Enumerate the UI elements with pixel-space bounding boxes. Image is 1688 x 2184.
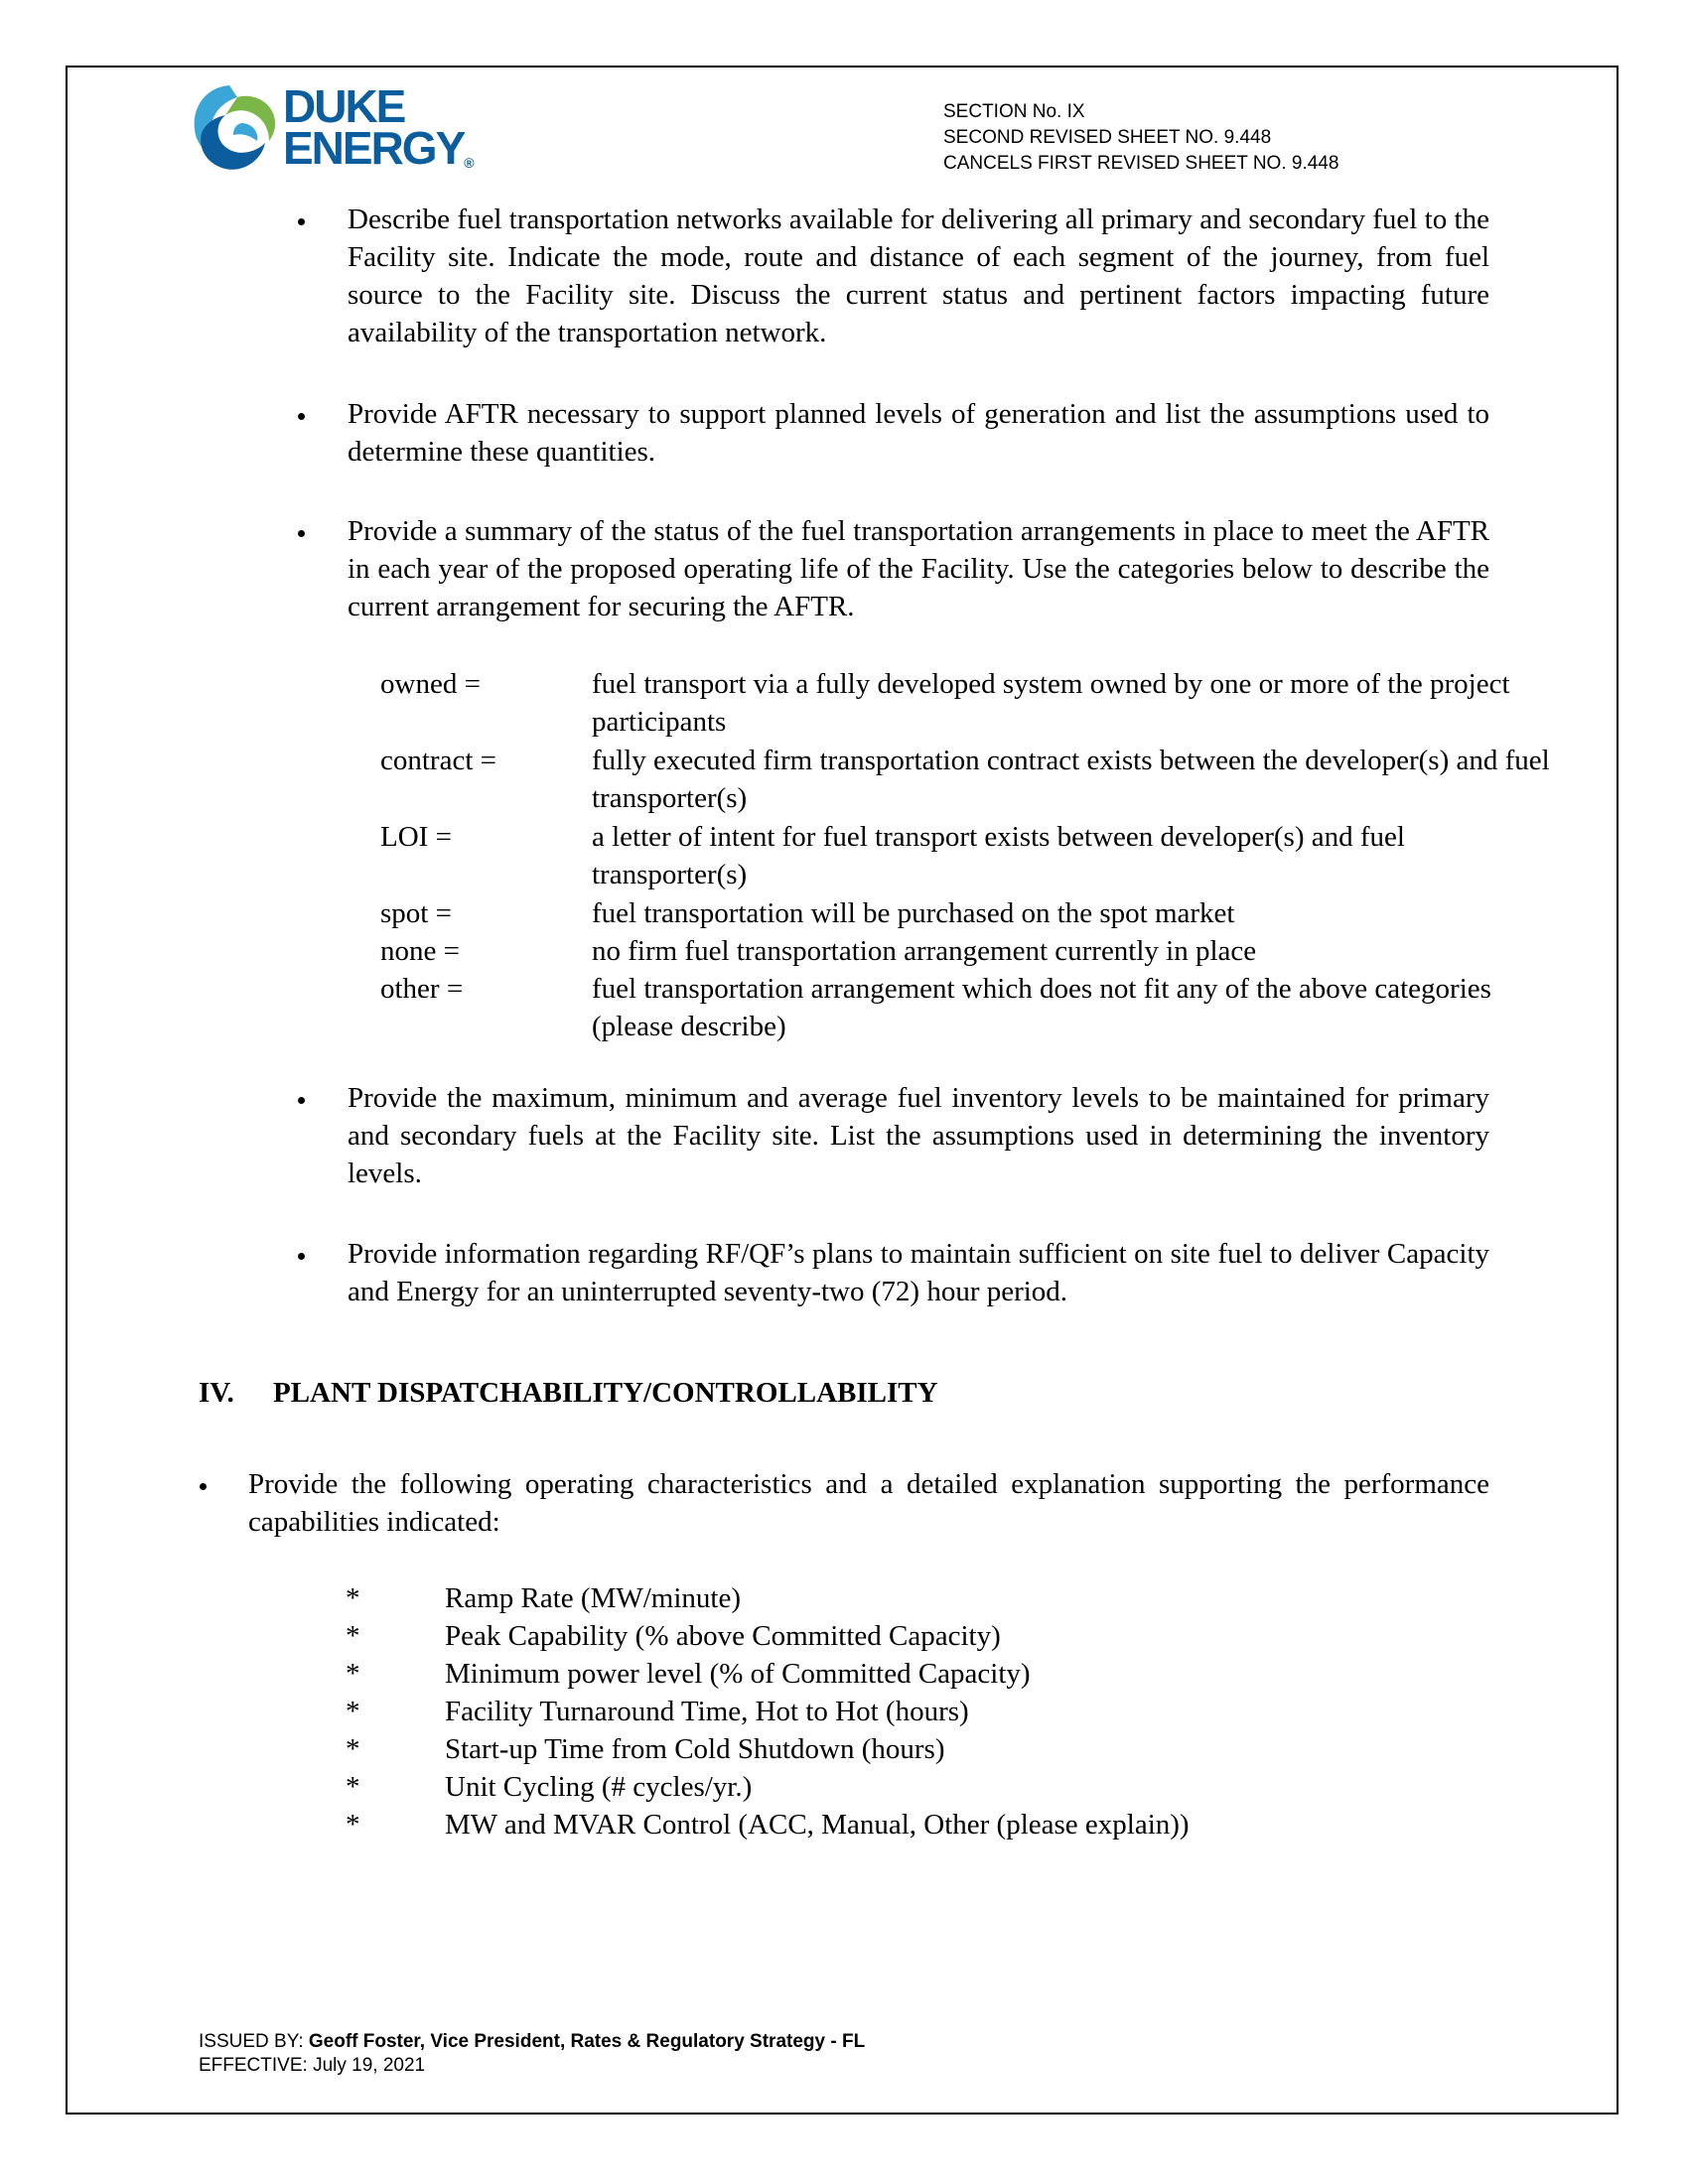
page-footer [199, 2030, 865, 2078]
bullet-text-aftr: Provide AFTR necessary to support planned levels of generation and list the assumptions used to determine these quantities. [348, 398, 1489, 468]
bullet-text-arrangement-summary: Provide a summary of the status of the fuel transportation arrangements in place to meet the AFTR in each year of the proposed operating life of the Facility. Use the categories below to describe the current arrangement for securing the AFTR. [348, 515, 1489, 622]
revision-number: SECOND REVISED SHEET NO. 9.448 [943, 127, 1272, 148]
category-term: contract = [380, 745, 496, 776]
list-marker: * [346, 1771, 360, 1803]
bullet-text-inventory-levels: Provide the maximum, minimum and average fuel inventory levels to be maintained for primary and secondary fuels at the Facility site. List the assumptions used in determining the inventory levels. [348, 1082, 1489, 1189]
effective-date: July 19, 2021 [313, 2055, 426, 2076]
duke-energy-swirl-icon [186, 77, 281, 177]
effective-label: EFFECTIVE: [199, 2055, 314, 2076]
bullet-text-onsite-fuel: Provide information regarding RF/QF’s plans to maintain sufficient on site fuel to deliver Capacity and Energy for an uninterrupted seventy-two (72) hour period. [348, 1238, 1489, 1307]
characteristic-item: Unit Cycling (# cycles/yr.) [445, 1771, 753, 1803]
category-description: fuel transport via a fully developed system owned by one or more of the project participants [592, 668, 1510, 738]
bullet-dot [298, 1097, 305, 1104]
effective-line [199, 2054, 865, 2078]
characteristic-item: Peak Capability (% above Committed Capacity) [445, 1620, 1001, 1652]
list-marker: * [346, 1620, 360, 1652]
bullet-dot [298, 413, 305, 420]
sheet-header [943, 99, 1338, 177]
characteristic-item: Minimum power level (% of Committed Capacity) [445, 1658, 1031, 1690]
category-description: fully executed firm transportation contract exists between the developer(s) and fuel transporter(s) [592, 745, 1550, 814]
section-title: PLANT DISPATCHABILITY/CONTROLLABILITY [273, 1377, 938, 1409]
issued-by-name: Geoff Foster, Vice President, Rates & Regulatory Strategy - FL [308, 2031, 866, 2052]
characteristic-item: MW and MVAR Control (ACC, Manual, Other (please explain)) [445, 1809, 1190, 1841]
issued-by-line [199, 2030, 865, 2054]
logo-text-energy-word: ENERGY [283, 122, 465, 174]
section-number: SECTION No. IX [943, 101, 1085, 122]
issued-by-label: ISSUED BY: [199, 2031, 309, 2052]
category-term: LOI = [380, 821, 452, 853]
category-term: owned = [380, 668, 481, 700]
bullet-dot [298, 218, 305, 225]
bullet-dot [298, 1253, 305, 1260]
logo-text-duke: DUKE [283, 80, 405, 132]
list-marker: * [346, 1696, 360, 1727]
category-description: fuel transportation arrangement which does not fit any of the above categories (please describe) [592, 973, 1491, 1042]
list-marker: * [346, 1658, 360, 1690]
duke-energy-logo [186, 77, 493, 177]
category-description: fuel transportation will be purchased on the spot market [592, 897, 1235, 929]
section-number-iv: IV. [199, 1377, 234, 1409]
category-description: no firm fuel transportation arrangement currently in place [592, 935, 1257, 967]
list-marker: * [346, 1582, 360, 1614]
list-marker: * [346, 1809, 360, 1841]
category-term: none = [380, 935, 460, 967]
characteristic-item: Facility Turnaround Time, Hot to Hot (hours) [445, 1696, 969, 1727]
cancels-note: CANCELS FIRST REVISED SHEET NO. 9.448 [943, 153, 1339, 174]
characteristic-item: Ramp Rate (MW/minute) [445, 1582, 741, 1614]
list-marker: * [346, 1733, 360, 1765]
characteristic-item: Start-up Time from Cold Shutdown (hours) [445, 1733, 945, 1765]
bullet-text-transport-networks: Describe fuel transportation networks available for delivering all primary and secondary fuel to the Facility site. Indicate the mode, route and distance of each segment of the journey, from fuel source to the Facility site. Discuss the current status and pertinent factors impacting future availability of the transportation network. [348, 204, 1489, 348]
category-description: a letter of intent for fuel transport exists between developer(s) and fuel transporter(s) [592, 821, 1405, 890]
registered-mark: ® [464, 155, 475, 171]
category-term: other = [380, 973, 464, 1005]
logo-text-energy [283, 122, 475, 182]
bullet-dot [200, 1483, 207, 1490]
bullet-dot [298, 530, 305, 537]
section-iv-intro: Provide the following operating characteristics and a detailed explanation supporting the performance capabilities indicated: [248, 1468, 1489, 1538]
category-term: spot = [380, 897, 452, 929]
